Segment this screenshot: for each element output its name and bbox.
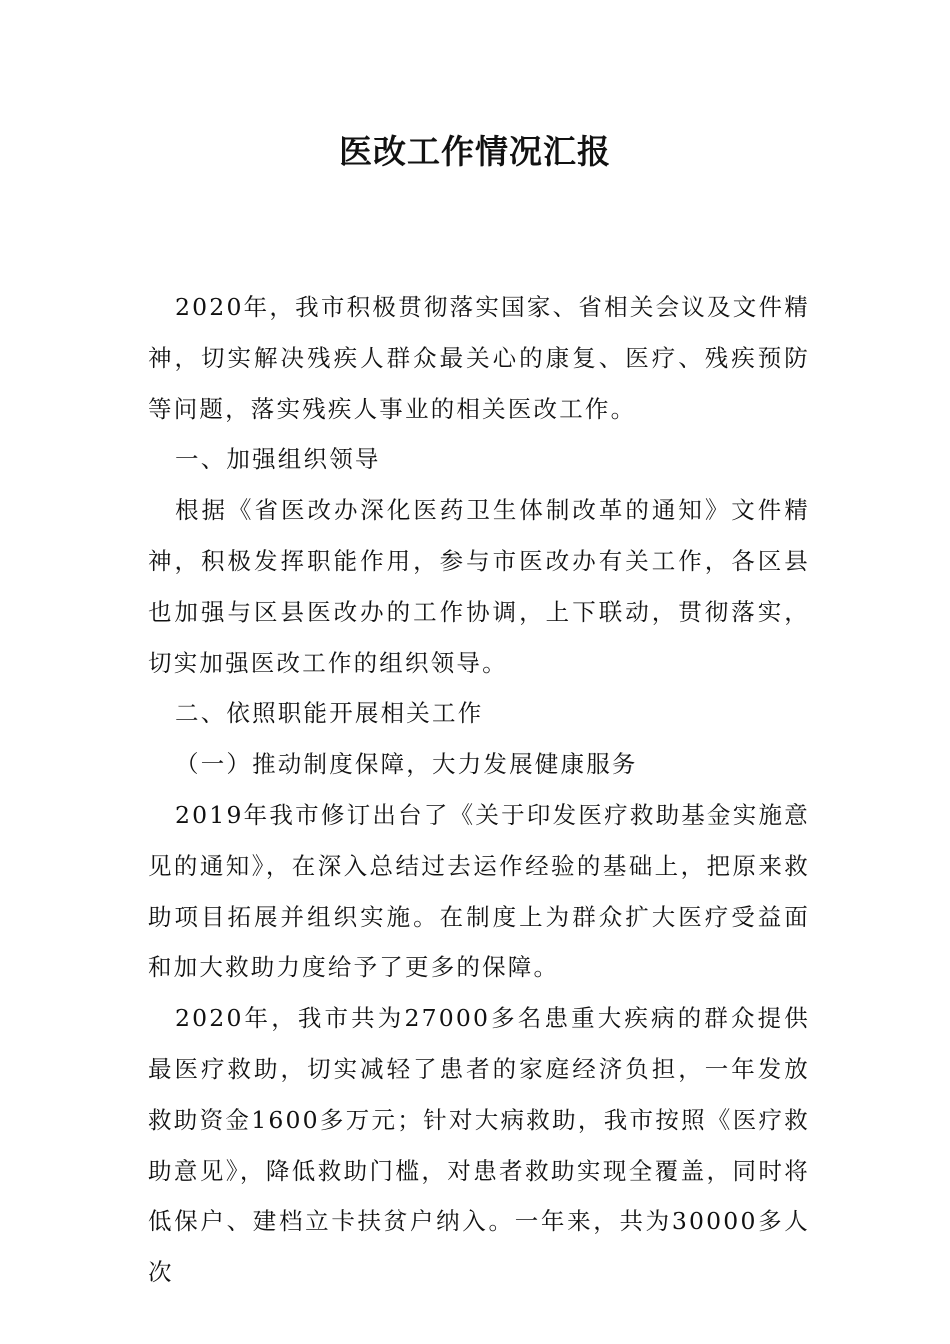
section-heading-1: 一、加强组织领导: [175, 445, 381, 474]
paragraph-2019-policy: 2019年我市修订出台了《关于印发医疗救助基金实施意见的通知》，在深入总结过去运作经验的基础上，把原来救助项目拓展并组织实施。在制度上为群众扩大医疗受益面和加大救助力度给予了更多的保障。: [148, 800, 810, 982]
paragraph-2020-assistance: 2020年，我市共为27000多名患重大疾病的群众提供最医疗救助，切实减轻了患者的家庭经济负担，一年发放救助资金1600多万元；针对大病救助，我市按照《医疗救助意见》，降低救助门槛，对患者救助实现全覆盖，同时将低保户、建档立卡扶贫户纳入。一年来，共为30000多人次: [148, 1004, 810, 1287]
paragraph-organization: 根据《省医改办深化医药卫生体制改革的通知》文件精神，积极发挥职能作用，参与市医改办有关工作，各区县也加强与区县医改办的工作协调，上下联动，贯彻落实，切实加强医改工作的组织领导。: [148, 496, 810, 677]
document-title: 医改工作情况汇报: [339, 132, 611, 171]
document-body: [148, 282, 810, 1298]
subsection-heading-1: （一）推动制度保障，大力发展健康服务: [175, 750, 638, 779]
paragraph-intro: 2020年，我市积极贯彻落实国家、省相关会议及文件精神，切实解决残疾人群众最关心的康复、医疗、残疾预防等问题，落实残疾人事业的相关医改工作。: [148, 293, 810, 423]
section-heading-2: 二、依照职能开展相关工作: [175, 699, 484, 728]
